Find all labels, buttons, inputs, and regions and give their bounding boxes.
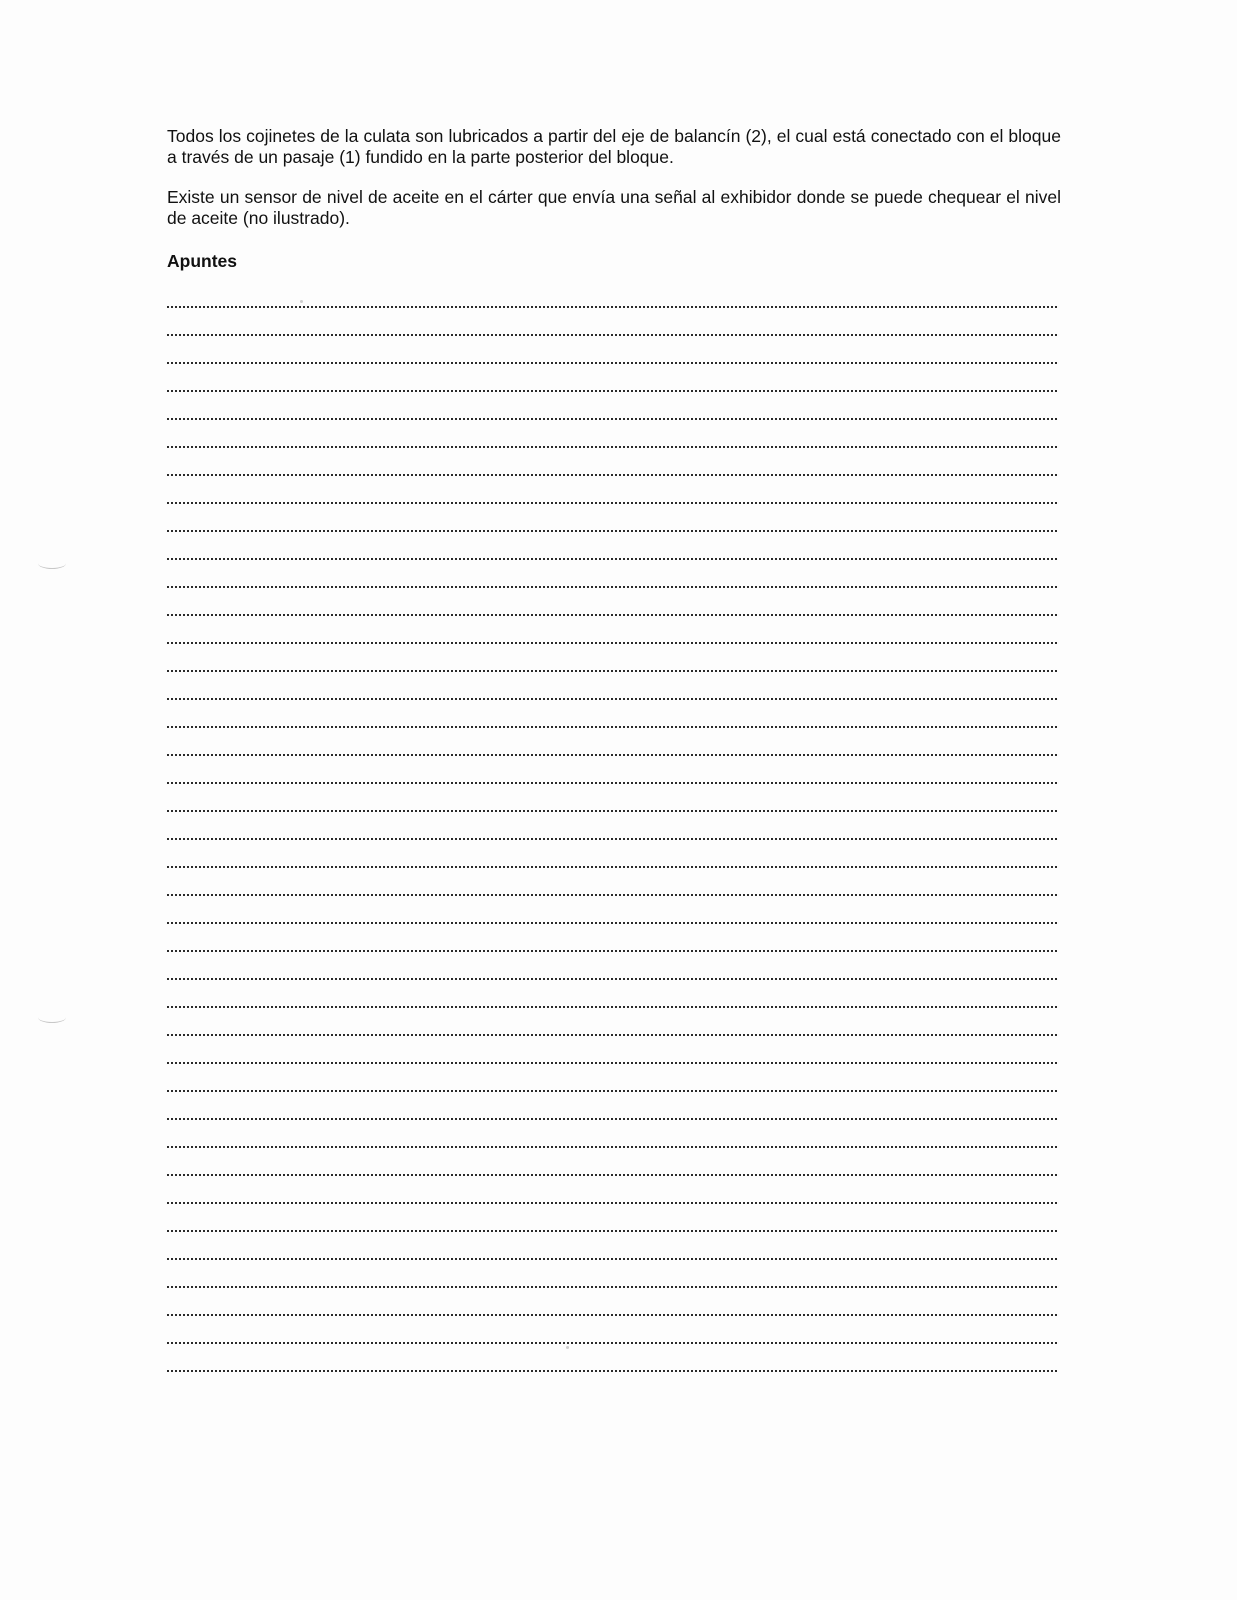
notes-dotted-line bbox=[167, 812, 1057, 840]
notes-dotted-line bbox=[167, 840, 1057, 868]
notes-dotted-line bbox=[167, 448, 1057, 476]
notes-dotted-line bbox=[167, 616, 1057, 644]
notes-dotted-line bbox=[167, 952, 1057, 980]
notes-dotted-line bbox=[167, 924, 1057, 952]
scan-artifact bbox=[38, 1012, 66, 1023]
notes-dotted-line bbox=[167, 672, 1057, 700]
notes-dotted-line bbox=[167, 1064, 1057, 1092]
notes-dotted-line bbox=[167, 896, 1057, 924]
notes-dotted-line bbox=[167, 1316, 1057, 1344]
notes-dotted-line bbox=[167, 1148, 1057, 1176]
notes-dotted-line bbox=[167, 420, 1057, 448]
notes-dotted-line bbox=[167, 364, 1057, 392]
notes-dotted-line bbox=[167, 560, 1057, 588]
notes-dotted-line bbox=[167, 1008, 1057, 1036]
notes-dotted-line bbox=[167, 1232, 1057, 1260]
notes-dotted-line bbox=[167, 1288, 1057, 1316]
notes-dotted-line bbox=[167, 476, 1057, 504]
notes-dotted-line bbox=[167, 1176, 1057, 1204]
notes-dotted-line bbox=[167, 308, 1057, 336]
notes-dotted-line bbox=[167, 1204, 1057, 1232]
notes-dotted-line bbox=[167, 588, 1057, 616]
notes-dotted-line bbox=[167, 1120, 1057, 1148]
notes-dotted-line bbox=[167, 1092, 1057, 1120]
notes-dotted-line bbox=[167, 980, 1057, 1008]
notes-dotted-line bbox=[167, 392, 1057, 420]
scan-artifact bbox=[38, 558, 66, 569]
notes-dotted-line bbox=[167, 868, 1057, 896]
notes-lines bbox=[167, 280, 1061, 1372]
notes-dotted-line bbox=[167, 700, 1057, 728]
notes-dotted-line bbox=[167, 728, 1057, 756]
notes-dotted-line bbox=[167, 1036, 1057, 1064]
notes-dotted-line bbox=[167, 756, 1057, 784]
document-body bbox=[167, 126, 1061, 1372]
notes-dotted-line bbox=[167, 644, 1057, 672]
notes-dotted-line bbox=[167, 1344, 1057, 1372]
notes-dotted-line bbox=[167, 280, 1057, 308]
paragraph-oil-sensor: Existe un sensor de nivel de aceite en el cárter que envía una señal al exhibidor donde se puede chequear el nivel de aceite (no ilustrado). bbox=[167, 187, 1061, 228]
notes-dotted-line bbox=[167, 1260, 1057, 1288]
paragraph-lubrication: Todos los cojinetes de la culata son lubricados a partir del eje de balancín (2), el cual está conectado con el bloque a través de un pasaje (1) fundido en la parte posterior del bloque. bbox=[167, 126, 1061, 167]
notes-dotted-line bbox=[167, 784, 1057, 812]
notes-dotted-line bbox=[167, 336, 1057, 364]
notes-dotted-line bbox=[167, 532, 1057, 560]
notes-heading: Apuntes bbox=[167, 251, 237, 271]
notes-dotted-line bbox=[167, 504, 1057, 532]
